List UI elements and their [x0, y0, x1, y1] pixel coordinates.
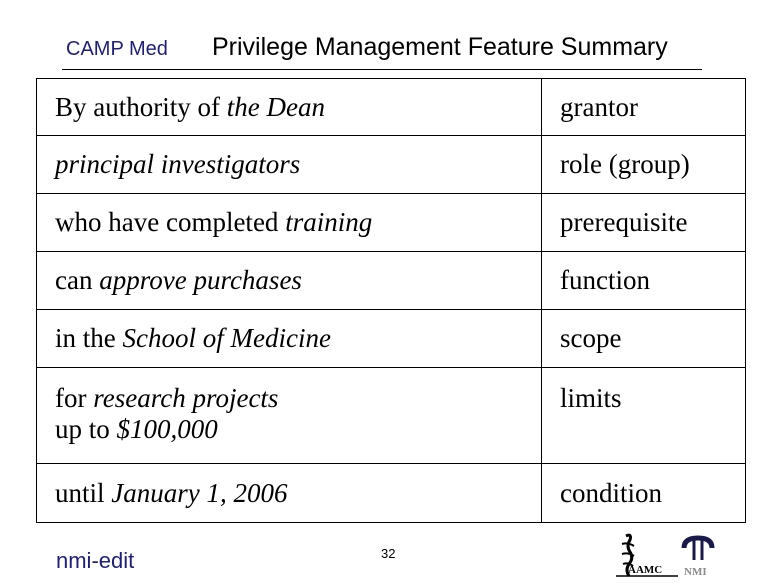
brand-label: CAMP Med	[66, 38, 168, 60]
cell-text-italic: $100,000	[116, 414, 218, 444]
cell-text-italic: training	[285, 207, 373, 237]
cell-text: up to	[55, 414, 117, 444]
cell-text-italic: approve purchases	[99, 265, 302, 295]
table-row	[37, 368, 746, 464]
table-row	[37, 310, 746, 368]
cell-text: for	[55, 383, 94, 413]
authority-cell	[37, 464, 542, 523]
slide-title: Privilege Management Feature Summary	[212, 33, 668, 61]
authority-cell	[37, 368, 542, 464]
cell-text-italic: principal investigators	[55, 149, 301, 179]
cell-text-italic: January 1, 2006	[111, 478, 288, 508]
nmi-edit-logo: nmi-edit	[56, 548, 135, 573]
cell-text-italic: research projects	[93, 383, 279, 413]
cell-text: By authority of	[55, 91, 227, 122]
feature-cell: function	[542, 252, 746, 310]
aamc-logo-text: AAMC	[628, 564, 663, 576]
aamc-logo-icon	[612, 530, 682, 580]
cell-text: who have completed	[55, 207, 286, 237]
cell-text: can	[55, 265, 100, 295]
cell-text-italic: School of Medicine	[122, 323, 331, 353]
feature-summary-table	[36, 78, 746, 523]
feature-cell: limits	[542, 368, 746, 464]
authority-cell	[37, 79, 542, 136]
nmi-logo-icon	[678, 530, 718, 580]
feature-cell: prerequisite	[542, 194, 746, 252]
feature-cell: grantor	[542, 79, 746, 136]
feature-cell: scope	[542, 310, 746, 368]
cell-text: in the	[55, 323, 123, 353]
authority-cell	[37, 136, 542, 194]
table-row	[37, 79, 746, 136]
feature-cell: condition	[542, 464, 746, 523]
table-row	[37, 136, 746, 194]
cell-text: until	[55, 478, 112, 508]
authority-cell	[37, 194, 542, 252]
table-row	[37, 464, 746, 523]
cell-text-italic: the Dean	[226, 91, 325, 122]
table-row	[37, 252, 746, 310]
slide-header	[62, 32, 722, 66]
feature-cell: role (group)	[542, 136, 746, 194]
authority-cell	[37, 310, 542, 368]
header-rule	[62, 69, 702, 70]
page-number: 32	[381, 546, 396, 561]
authority-cell	[37, 252, 542, 310]
table-row	[37, 194, 746, 252]
nmi-logo-text: NMI	[684, 566, 707, 578]
